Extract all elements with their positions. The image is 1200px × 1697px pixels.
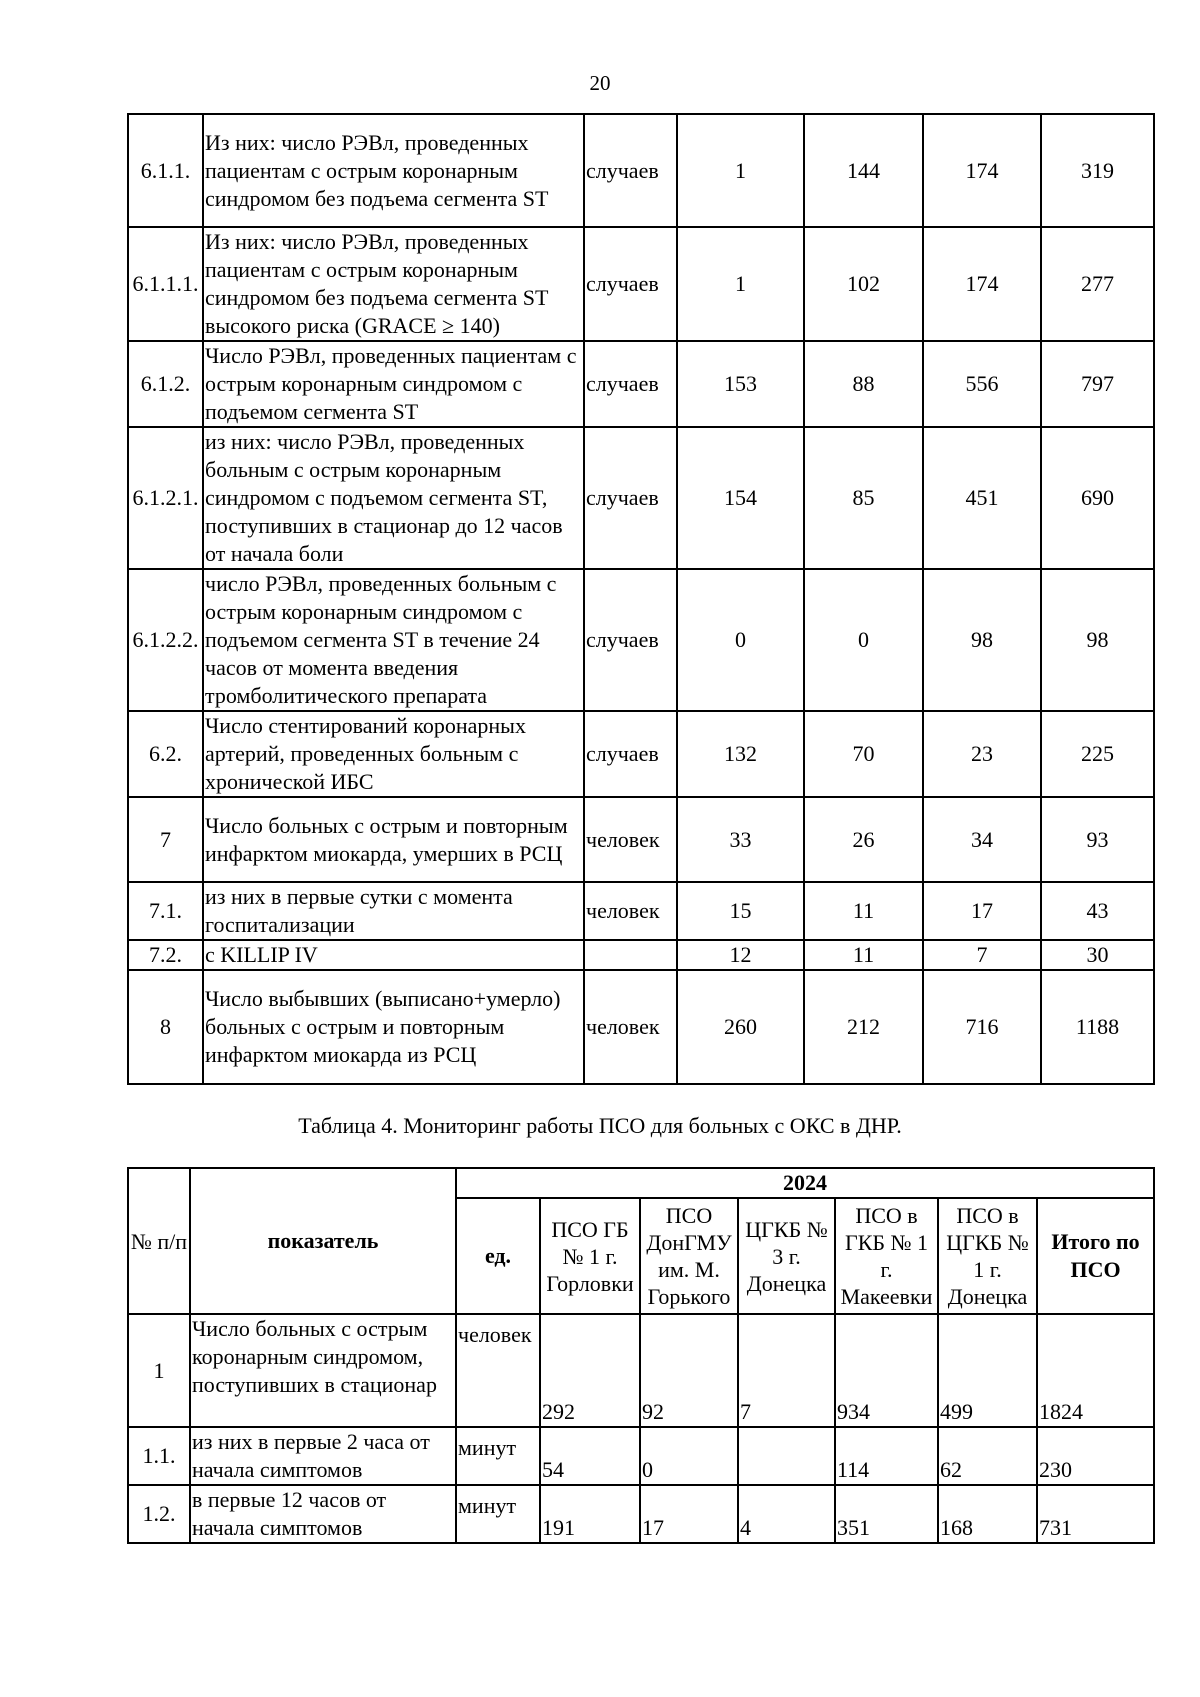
value-cell: 277 [1041, 227, 1154, 341]
unit-cell: случаев [584, 427, 677, 569]
row-number: 7.2. [128, 940, 203, 970]
header-num: № п/п [128, 1168, 190, 1314]
header-pso-dongmu: ПСО ДонГМУ им. М. Горького [640, 1198, 738, 1314]
row-number: 7.1. [128, 882, 203, 940]
value-cell: 797 [1041, 341, 1154, 427]
indicator-name: из них: число РЭВл, проведенных больным с острым коронарным синдромом с подъемом сегмента ST, поступивших в стационар до 12 часов от начала боли [203, 427, 584, 569]
value-cell: 690 [1041, 427, 1154, 569]
value-cell: 62 [938, 1427, 1037, 1485]
table-row [128, 1314, 1154, 1427]
value-cell: 174 [923, 227, 1041, 341]
value-cell: 34 [923, 797, 1041, 882]
unit-cell [584, 940, 677, 970]
unit-cell: случаев [584, 341, 677, 427]
value-cell: 0 [804, 569, 923, 711]
indicator-name: Число больных с острым коронарным синдромом, поступивших в стационар [190, 1314, 456, 1427]
value-cell: 1188 [1041, 970, 1154, 1084]
value-cell: 174 [923, 114, 1041, 227]
value-cell: 7 [923, 940, 1041, 970]
table-row [128, 341, 1154, 427]
unit-cell: случаев [584, 711, 677, 797]
table-row [128, 882, 1154, 940]
indicator-name: с KILLIP IV [203, 940, 584, 970]
value-cell: 319 [1041, 114, 1154, 227]
table-row [128, 1427, 1154, 1485]
value-cell: 23 [923, 711, 1041, 797]
table-row [128, 940, 1154, 970]
value-cell [738, 1427, 835, 1485]
header-year: 2024 [456, 1168, 1154, 1198]
table-row [128, 427, 1154, 569]
value-cell: 17 [640, 1485, 738, 1543]
unit-cell: человек [584, 970, 677, 1084]
value-cell: 716 [923, 970, 1041, 1084]
value-cell: 556 [923, 341, 1041, 427]
indicators-table-continued [127, 113, 1155, 1085]
value-cell: 98 [1041, 569, 1154, 711]
value-cell: 33 [677, 797, 804, 882]
total-cell: 731 [1037, 1485, 1154, 1543]
value-cell: 26 [804, 797, 923, 882]
value-cell: 98 [923, 569, 1041, 711]
value-cell: 1 [677, 114, 804, 227]
row-number: 7 [128, 797, 203, 882]
value-cell: 11 [804, 940, 923, 970]
header-unit: ед. [456, 1198, 540, 1314]
header-pso-gorlovka: ПСО ГБ № 1 г. Горловки [540, 1198, 640, 1314]
value-cell: 351 [835, 1485, 938, 1543]
row-number: 1.1. [128, 1427, 190, 1485]
value-cell: 102 [804, 227, 923, 341]
unit-cell: случаев [584, 114, 677, 227]
indicator-name: Число выбывших (выписано+умерло) больных с острым и повторным инфарктом миокарда из РСЦ [203, 970, 584, 1084]
indicator-name: Число стентирований коронарных артерий, проведенных больным с хронической ИБС [203, 711, 584, 797]
value-cell: 292 [540, 1314, 640, 1427]
value-cell: 30 [1041, 940, 1154, 970]
value-cell: 17 [923, 882, 1041, 940]
value-cell: 54 [540, 1427, 640, 1485]
unit-cell: случаев [584, 227, 677, 341]
value-cell: 1 [677, 227, 804, 341]
indicator-name: в первые 12 часов от начала симптомов [190, 1485, 456, 1543]
table-row [128, 711, 1154, 797]
total-cell: 230 [1037, 1427, 1154, 1485]
unit-cell: минут [456, 1485, 540, 1543]
value-cell: 12 [677, 940, 804, 970]
header-indicator: показатель [190, 1168, 456, 1314]
value-cell: 132 [677, 711, 804, 797]
unit-cell: минут [456, 1427, 540, 1485]
indicator-name: Из них: число РЭВл, проведенных пациентам с острым коронарным синдромом без подъема сегмента ST высокого риска (GRACE ≥ 140) [203, 227, 584, 341]
value-cell: 499 [938, 1314, 1037, 1427]
header-pso-makeevka: ПСО в ГКБ № 1 г. Макеевки [835, 1198, 938, 1314]
value-cell: 168 [938, 1485, 1037, 1543]
table-row [128, 227, 1154, 341]
value-cell: 92 [640, 1314, 738, 1427]
value-cell: 0 [640, 1427, 738, 1485]
value-cell: 451 [923, 427, 1041, 569]
value-cell: 154 [677, 427, 804, 569]
header-total: Итого по ПСО [1037, 1198, 1154, 1314]
table-caption: Таблица 4. Мониторинг работы ПСО для больных с ОКС в ДНР. [298, 1113, 902, 1138]
value-cell: 144 [804, 114, 923, 227]
page-number: 20 [589, 71, 611, 95]
value-cell: 212 [804, 970, 923, 1084]
row-number: 6.2. [128, 711, 203, 797]
indicator-name: из них в первые 2 часа от начала симптомов [190, 1427, 456, 1485]
value-cell: 70 [804, 711, 923, 797]
indicator-name: Число РЭВл, проведенных пациентам с острым коронарным синдромом с подъемом сегмента ST [203, 341, 584, 427]
value-cell: 43 [1041, 882, 1154, 940]
indicator-name: число РЭВл, проведенных больным с острым коронарным синдромом с подъемом сегмента ST в течение 24 часов от момента введения тромболитического препарата [203, 569, 584, 711]
pso-monitoring-table [127, 1167, 1155, 1544]
value-cell: 934 [835, 1314, 938, 1427]
value-cell: 191 [540, 1485, 640, 1543]
row-number: 6.1.1.1. [128, 227, 203, 341]
value-cell: 225 [1041, 711, 1154, 797]
row-number: 6.1.2.1. [128, 427, 203, 569]
unit-cell: человек [456, 1314, 540, 1427]
value-cell: 7 [738, 1314, 835, 1427]
table-row [128, 797, 1154, 882]
total-cell: 1824 [1037, 1314, 1154, 1427]
header-pso-cgkb1-donetsk: ПСО в ЦГКБ № 1 г. Донецка [938, 1198, 1037, 1314]
value-cell: 114 [835, 1427, 938, 1485]
value-cell: 4 [738, 1485, 835, 1543]
value-cell: 15 [677, 882, 804, 940]
table-row [128, 1485, 1154, 1543]
header-cgkb3-donetsk: ЦГКБ № 3 г. Донецка [738, 1198, 835, 1314]
table-row [128, 114, 1154, 227]
value-cell: 85 [804, 427, 923, 569]
unit-cell: случаев [584, 569, 677, 711]
table-row [128, 569, 1154, 711]
row-number: 8 [128, 970, 203, 1084]
unit-cell: человек [584, 797, 677, 882]
value-cell: 93 [1041, 797, 1154, 882]
row-number: 6.1.2.2. [128, 569, 203, 711]
value-cell: 88 [804, 341, 923, 427]
value-cell: 0 [677, 569, 804, 711]
unit-cell: человек [584, 882, 677, 940]
table-row [128, 970, 1154, 1084]
value-cell: 153 [677, 341, 804, 427]
value-cell: 11 [804, 882, 923, 940]
indicator-name: Число больных с острым и повторным инфарктом миокарда, умерших в РСЦ [203, 797, 584, 882]
row-number: 6.1.2. [128, 341, 203, 427]
row-number: 1.2. [128, 1485, 190, 1543]
indicator-name: из них в первые сутки с момента госпитализации [203, 882, 584, 940]
row-number: 6.1.1. [128, 114, 203, 227]
row-number: 1 [128, 1314, 190, 1427]
value-cell: 260 [677, 970, 804, 1084]
indicator-name: Из них: число РЭВл, проведенных пациентам с острым коронарным синдромом без подъема сегмента ST [203, 114, 584, 227]
